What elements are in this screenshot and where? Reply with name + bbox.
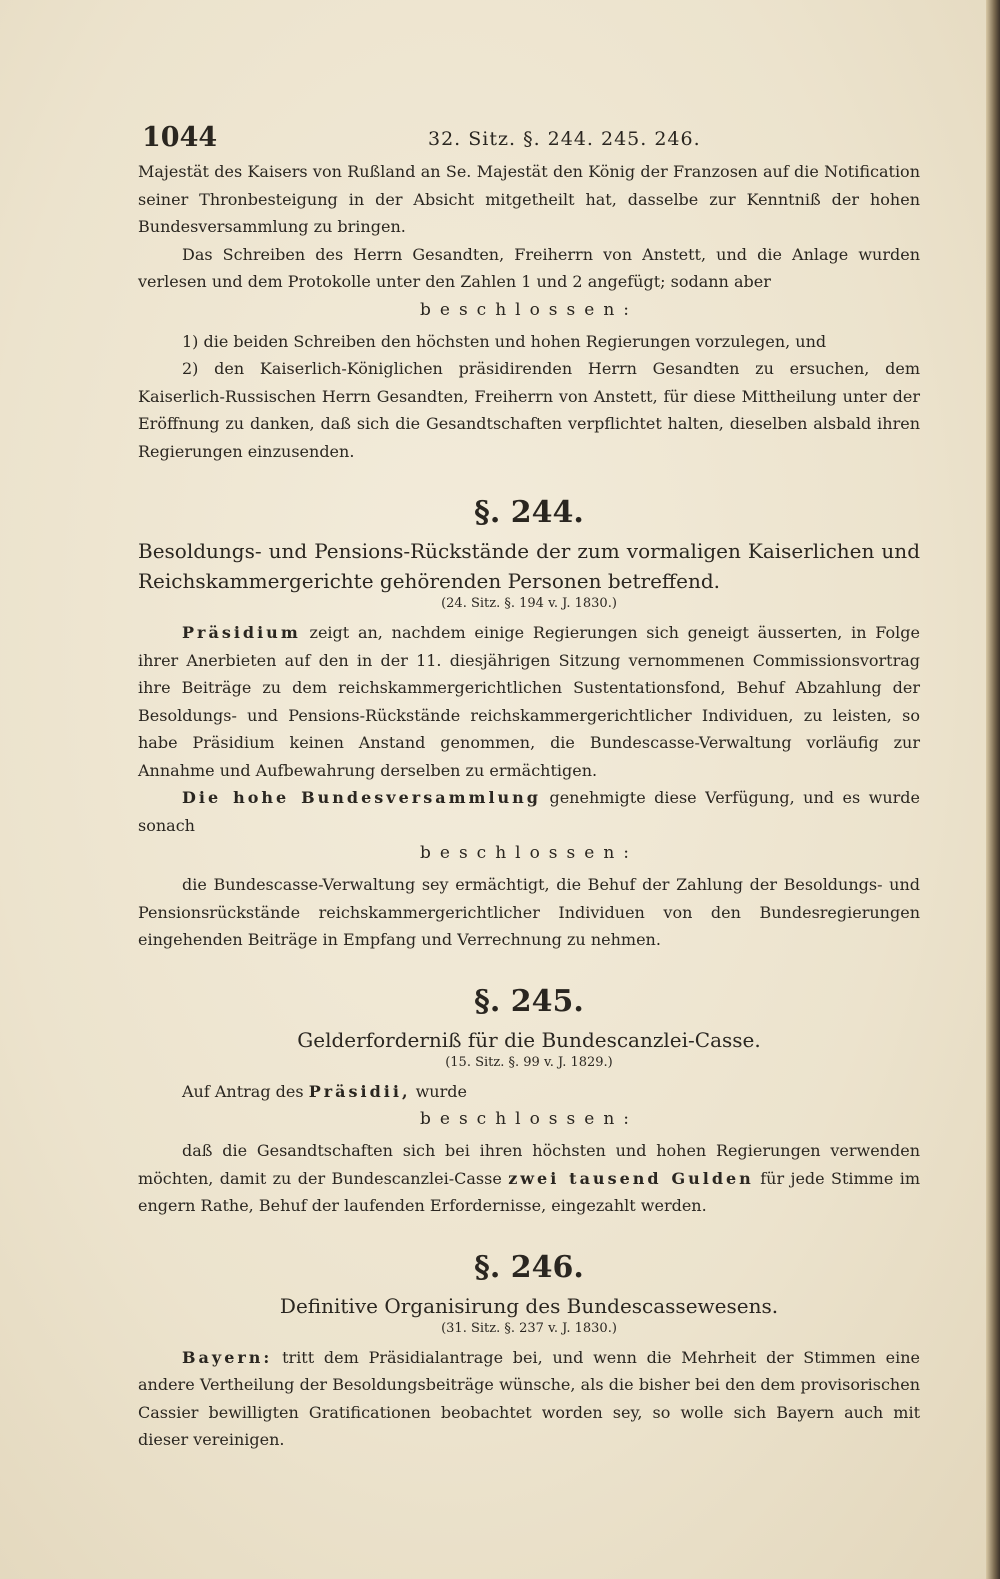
section-246-title: Definitive Organisirung des Bundescassewesens. [279, 1293, 779, 1318]
section-244-paragraph-2 [138, 784, 920, 839]
section-245-resolved: beschlossen: [420, 1109, 638, 1129]
page-header [138, 118, 920, 158]
intro-paragraph-1: Majestät des Kaisers von Rußland an Se. Majestät den König der Franzosen auf die Notification seiner Thronbesteigung in der Absicht mitgetheilt hat, dasselbe zur Kenntniß der hohen Bundesversammlung zu bringen. [138, 162, 920, 236]
intro-resolved: beschlossen: [420, 299, 638, 320]
section-245-post-1: wurde [415, 1081, 467, 1101]
section-244-title: Besoldungs- und Pensions-Rückstände der zum vormaligen Kaiserlichen und Reichskammergerichte gehörenden Personen betreffend. [138, 539, 920, 593]
section-244-lead-2: Die hohe Bundesversammlung [182, 788, 541, 807]
section-245-amount: zwei tausend Gulden [508, 1168, 754, 1188]
section-244-resolved: beschlossen: [420, 843, 638, 863]
section-246-paragraph-1 [138, 1344, 920, 1454]
section-244-lead-1: Präsidium [182, 623, 301, 642]
section-246-reference: (31. Sitz. §. 237 v. J. 1830.) [441, 1320, 617, 1336]
section-244-paragraph-3: die Bundescasse-Verwaltung sey ermächtigt, die Behuf der Zahlung der Besoldungs- und Pensionsrückstände reichskammergerichtlicher Individuen von den Bundesregierungen eingehenden Beiträge in Empfang und Verrechnung zu nehmen. [138, 875, 920, 949]
section-245-paragraph-2 [138, 1137, 920, 1220]
section-244-text-2: genehmigte diese Verfügung, und es wurde sonach [138, 788, 920, 835]
section-245-title: Gelderforderniß für die Bundescanzlei-Casse. [297, 1027, 761, 1052]
section-245-reference: (15. Sitz. §. 99 v. J. 1829.) [445, 1054, 613, 1070]
section-245-paragraph-1 [138, 1078, 920, 1106]
section-245-pre-2: daß die Gesandtschaften sich bei ihren höchsten und hohen Regierungen verwenden möchten, damit zu der Bundescanzlei-Casse [138, 1141, 920, 1188]
section-245-post-2: für jede Stimme im engern Rathe, Behuf der laufenden Erfordernisse, eingezahlt werden. [138, 1168, 920, 1215]
page-number: 1044 [142, 122, 218, 153]
intro-paragraph-2: Das Schreiben des Herrn Gesandten, Freiherrn von Anstett, und die Anlage wurden verlesen und dem Protokolle unter den Zahlen 1 und 2 angefügt; sodann aber [138, 244, 920, 291]
section-245-lead-1: Präsidii, [308, 1081, 411, 1101]
section-246-lead-1: Bayern: [182, 1347, 273, 1367]
intro-item-1: 1) die beiden Schreiben den höchsten und hohen Regierungen vorzulegen, und [182, 331, 827, 351]
section-244-text-1: zeigt an, nachdem einige Regierungen sich geneigt äusserten, in Folge ihrer Anerbieten auf den in der 11. diesjährigen Sitzung vernommenen Commissionsvortrag ihre Beiträge zu dem reichskammergerichtlichen Sustentationsfond, Behuf Abzahlung der Besoldungs- und Pensions-Rückstände reichskammergerichtlicher Individuen, zu leisten, so habe Präsidium keinen Anstand genommen, die Bundescasse-Verwaltung vorläufig zur Annahme und Aufbewahrung derselben zu ermächtigen. [138, 623, 920, 780]
intro-item-2: 2) den Kaiserlich-Königlichen präsidirenden Herrn Gesandten zu ersuchen, dem Kaiserlich-Russischen Herrn Gesandten, Freiherrn von Anstett, für diese Mittheilung unter der Eröffnung zu danken, daß sich die Gesandtschaften verpflichtet halten, dieselben alsbald ihren Regierungen einzusenden. [138, 359, 920, 461]
section-246-number: §. 246. [474, 1249, 584, 1285]
section-244-number: §. 244. [474, 495, 584, 530]
section-244-reference: (24. Sitz. §. 194 v. J. 1830.) [441, 596, 617, 611]
page-content [138, 118, 920, 1454]
section-245-pre-1: Auf Antrag des [182, 1081, 304, 1101]
section-245-number: §. 245. [474, 983, 584, 1019]
book-edge [986, 0, 1000, 1579]
running-head: 32. Sitz. §. 244. 245. 246. [428, 128, 701, 150]
section-246-text-1: tritt dem Präsidialantrage bei, und wenn die Mehrheit der Stimmen eine andere Vertheilung der Besoldungsbeiträge wünsche, als die bisher bei den dem provisorischen Cassier bewilligten Gratificationen beobachtet worden sey, so wolle sich Bayern auch mit dieser vereinigen. [138, 1347, 920, 1449]
section-244-paragraph-1 [138, 619, 920, 784]
